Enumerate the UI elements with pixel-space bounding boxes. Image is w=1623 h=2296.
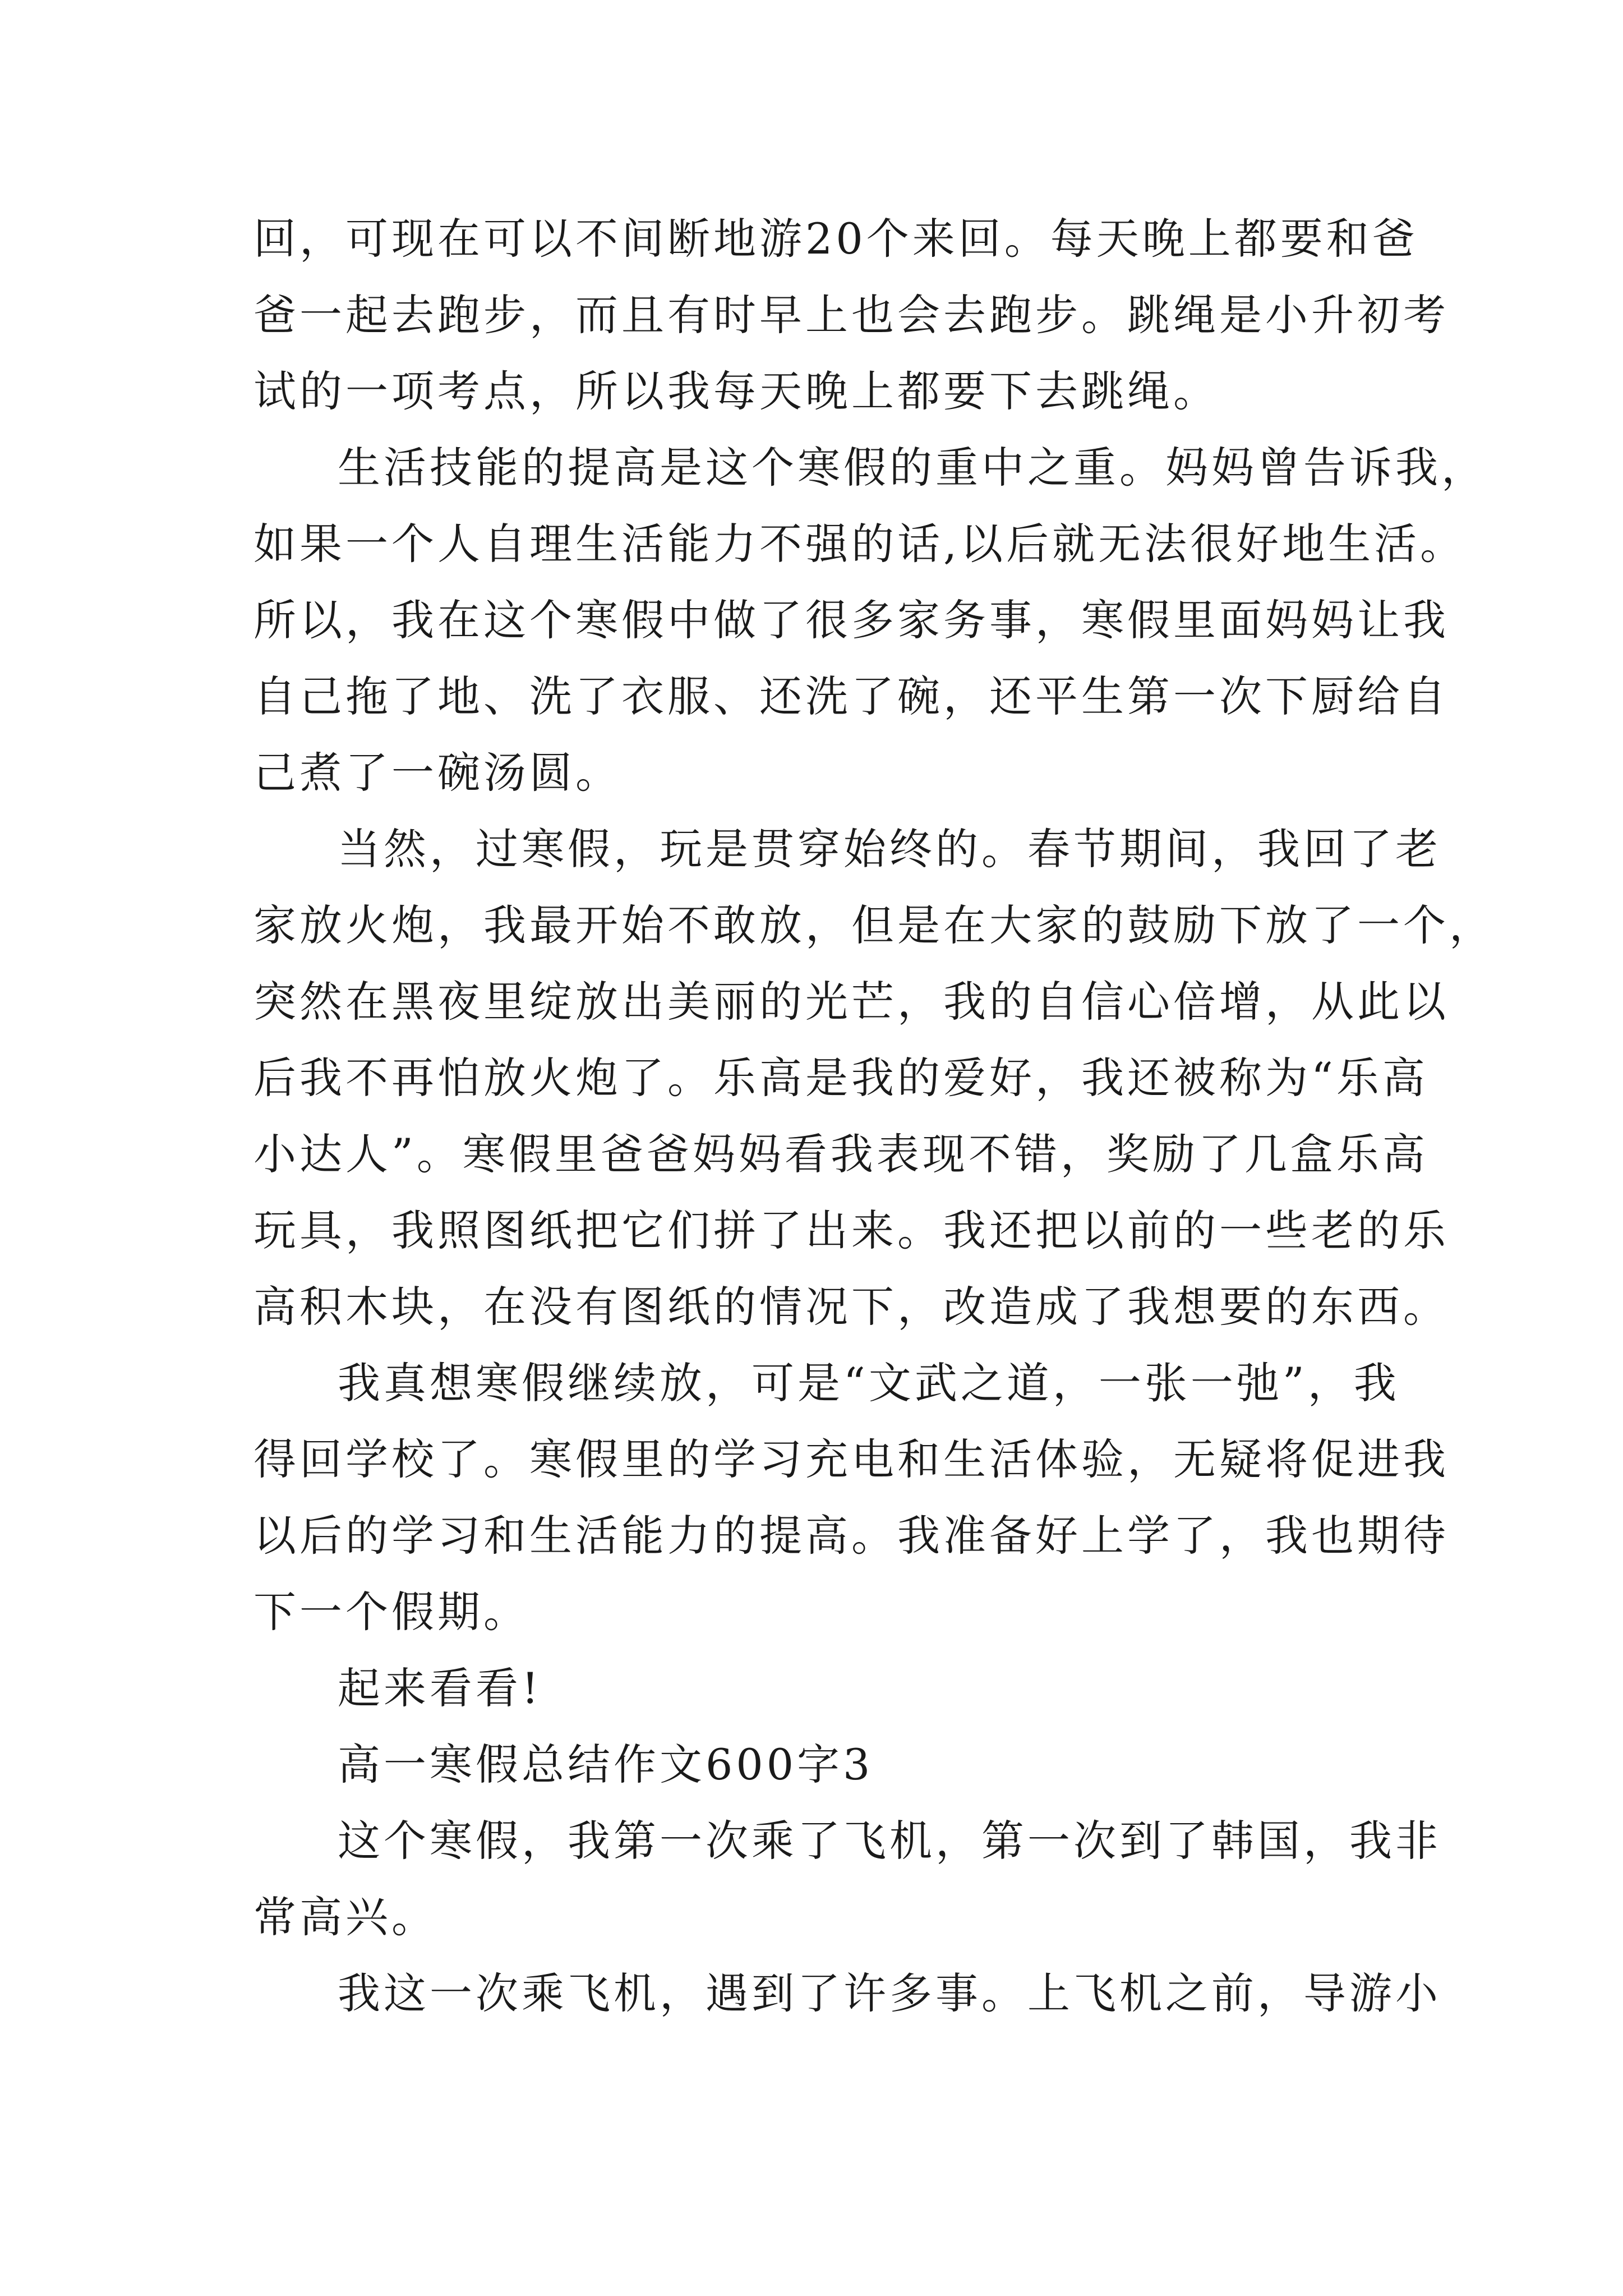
text-line: 我真想寒假继续放，可是“文武之道，一张一弛”，我 [338,1358,1400,1408]
text-line: 得回学校了。寒假里的学习充电和生活体验，无疑将促进我 [253,1434,1449,1484]
text-line: 常高兴。 [253,1892,437,1942]
text-line: 后我不再怕放火炮了。乐高是我的爱好，我还被称为“乐高 [253,1053,1428,1103]
text-line: 高积木块，在没有图纸的情况下，改造成了我想要的东西。 [253,1282,1449,1332]
text-line: 起来看看! [338,1663,542,1713]
text-line: 己煮了一碗汤圆。 [253,748,621,798]
text-line: 家放火炮，我最开始不敢放，但是在大家的鼓励下放了一个， [253,900,1495,950]
text-line: 生活技能的提高是这个寒假的重中之重。妈妈曾告诉我， [338,443,1487,493]
text-line: 爸一起去跑步，而且有时早上也会去跑步。跳绳是小升初考 [253,290,1449,340]
text-line: 下一个假期。 [253,1587,529,1637]
text-line: 小达人”。寒假里爸爸妈妈看我表现不错，奖励了几盒乐高 [253,1129,1428,1179]
text-line: 当然，过寒假，玩是贯穿始终的。春节期间，我回了老 [338,824,1441,874]
text-line: 自己拖了地、洗了衣服、还洗了碗，还平生第一次下厨给自 [253,671,1449,721]
text-line: 如果一个人自理生活能力不强的话,以后就无法很好地生活。 [253,519,1467,569]
document-body [253,201,1495,2032]
text-line: 试的一项考点，所以我每天晚上都要下去跳绳。 [253,366,1219,416]
text-line: 玩具，我照图纸把它们拼了出来。我还把以前的一些老的乐 [253,1205,1449,1255]
text-line: 突然在黑夜里绽放出美丽的光芒，我的自信心倍增，从此以 [253,977,1449,1027]
text-line: 我这一次乘飞机，遇到了许多事。上飞机之前，导游小 [338,1968,1441,2018]
text-line: 所以，我在这个寒假中做了很多家务事，寒假里面妈妈让我 [253,595,1449,645]
text-line: 这个寒假，我第一次乘了飞机，第一次到了韩国，我非 [338,1816,1441,1866]
text-line: 回，可现在可以不间断地游20个来回。每天晚上都要和爸 [253,214,1418,264]
text-line: 以后的学习和生活能力的提高。我准备好上学了，我也期待 [253,1511,1449,1561]
text-line: 高一寒假总结作文600字3 [338,1740,874,1789]
